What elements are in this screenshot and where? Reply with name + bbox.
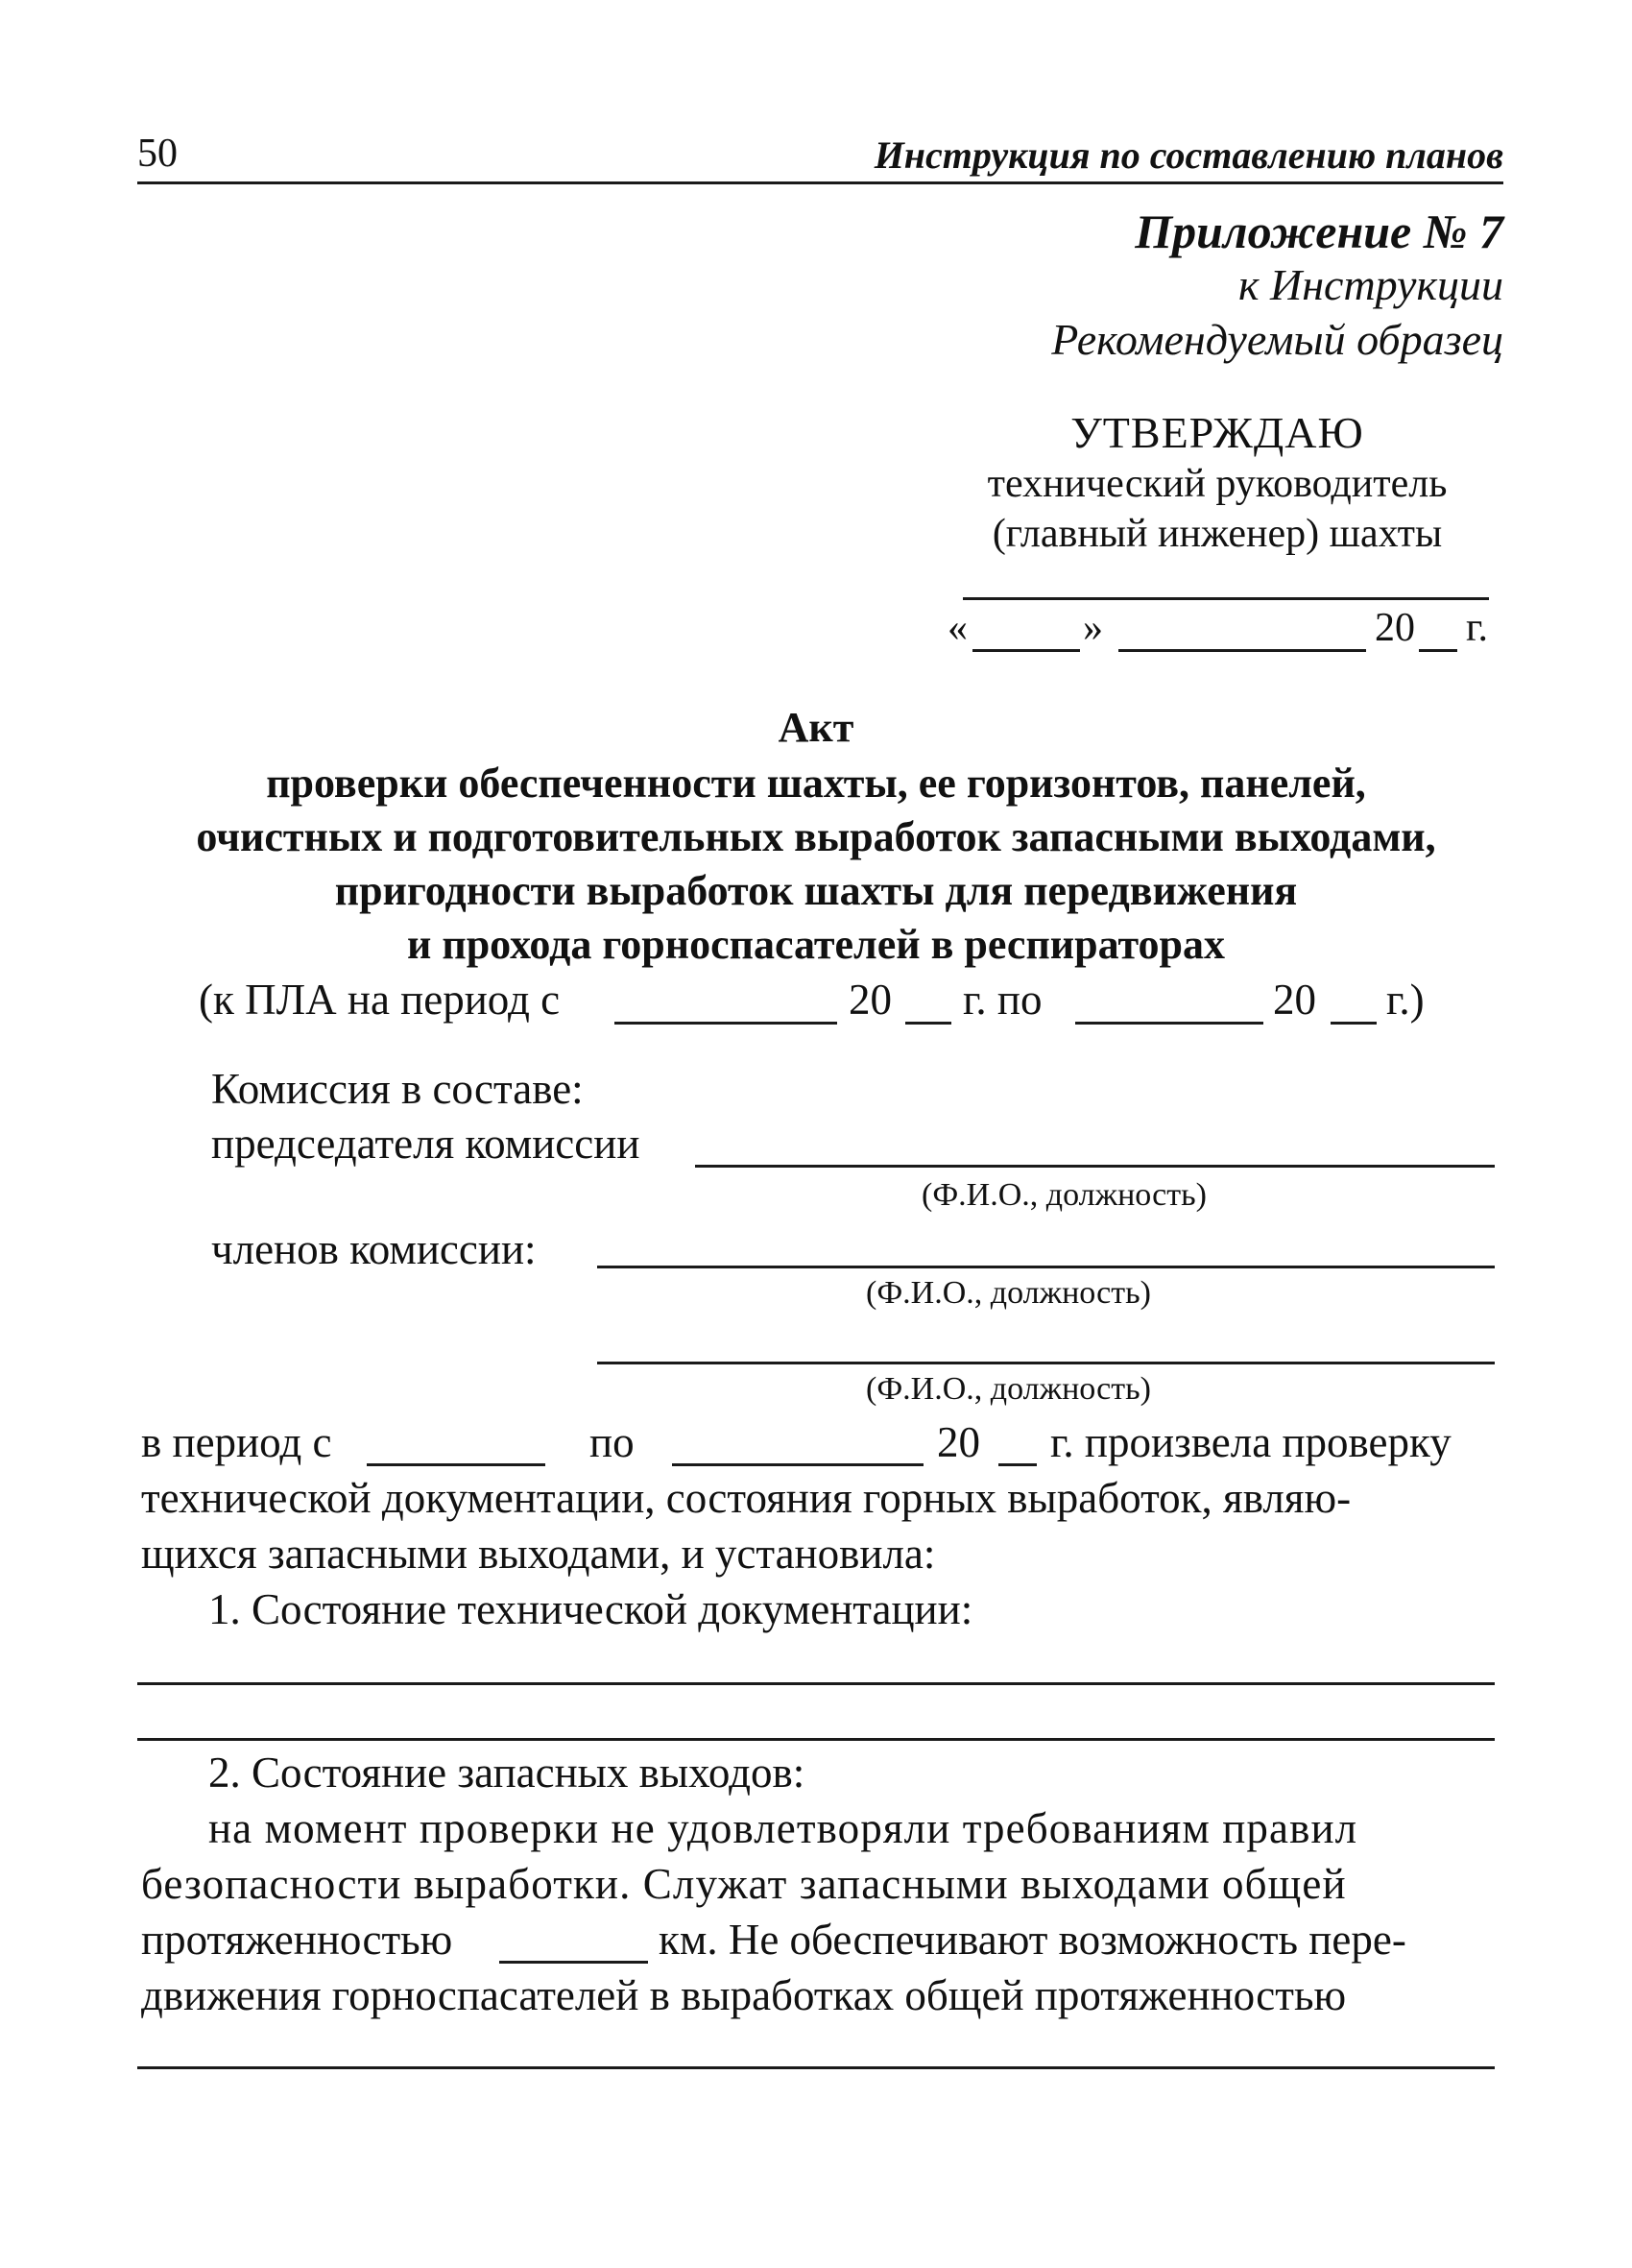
member1-caption: (Ф.И.О., должность)	[866, 1275, 1151, 1311]
act-period-start-blank	[614, 1022, 837, 1025]
act-title-line: проверки обеспеченности шахты, ее горизонтов, панелей,	[266, 760, 1366, 807]
members-label: членов комиссии:	[211, 1225, 537, 1273]
appendix-title: Приложение № 7	[1135, 205, 1503, 258]
approval-role-line1: технический руководитель	[987, 462, 1448, 506]
chairman-label: председателя комиссии	[211, 1120, 640, 1168]
check-line3: щихся запасными выходами, и установила:	[141, 1530, 936, 1578]
date-year-blank	[1419, 649, 1457, 652]
date-month-blank	[1118, 649, 1366, 652]
act-period-year1-blank	[905, 1022, 951, 1025]
member2-caption: (Ф.И.О., должность)	[866, 1371, 1151, 1407]
check-period-prefix: в период с	[141, 1418, 332, 1466]
act-title: Акт	[778, 704, 854, 751]
header-rule	[137, 181, 1503, 184]
page-number: 50	[137, 132, 178, 176]
check-period-year-blank	[998, 1463, 1037, 1466]
chairman-blank	[695, 1165, 1495, 1168]
approval-role-line2: (главный инженер) шахты	[992, 512, 1443, 556]
item2-blank	[137, 2066, 1495, 2069]
item2-para-line3a: протяженностью	[141, 1916, 453, 1964]
check-line2: технической документации, состояния горных выработок, являю-	[141, 1474, 1352, 1522]
date-close-quote: »	[1083, 606, 1103, 650]
item2-length-blank	[499, 1961, 648, 1964]
item2-para-line3b: км. Не обеспечивают возможность пере-	[659, 1916, 1406, 1964]
act-period-year2: 20	[1273, 976, 1316, 1024]
act-title-line: пригодности выработок шахты для передвижения	[334, 867, 1298, 914]
member1-blank	[597, 1266, 1495, 1268]
act-title-line: очистных и подготовительных выработок запасными выходами,	[196, 813, 1436, 860]
appendix-note: Рекомендуемый образец	[1051, 315, 1503, 364]
date-day-blank	[972, 649, 1080, 652]
check-period-start-blank	[367, 1463, 545, 1466]
check-period-year: 20	[937, 1418, 980, 1466]
commission-heading: Комиссия в составе:	[211, 1065, 584, 1113]
act-period-open: (к ПЛА на период с	[199, 976, 561, 1024]
act-period-end-blank	[1075, 1022, 1263, 1025]
check-period-suffix: г. произвела проверку	[1050, 1418, 1452, 1466]
item1-blank2	[137, 1738, 1495, 1741]
date-open-quote: «	[948, 606, 968, 650]
item2-para-line4: движения горноспасателей в выработках общей протяженностью	[141, 1971, 1347, 2019]
act-period-close: г.)	[1386, 976, 1425, 1024]
appendix-subtitle: к Инструкции	[1237, 260, 1503, 309]
item1-heading: 1. Состояние технической документации:	[208, 1585, 973, 1633]
approval-heading: УТВЕРЖДАЮ	[1070, 408, 1364, 457]
item2-para-line2: безопасности выработки. Служат запасными выходами общей	[141, 1860, 1347, 1908]
item2-para-line1: на момент проверки не удовлетворяли требованиям правил	[208, 1804, 1358, 1852]
running-title: Инструкция по составлению планов	[874, 133, 1503, 177]
date-year-prefix: 20	[1375, 606, 1415, 650]
item2-heading: 2. Состояние запасных выходов:	[208, 1749, 805, 1797]
act-period-g-po: г. по	[963, 976, 1043, 1024]
act-period-year2-blank	[1331, 1022, 1377, 1025]
member2-blank	[597, 1362, 1495, 1364]
signature-line	[963, 597, 1489, 600]
check-period-po: по	[589, 1418, 635, 1466]
chairman-caption: (Ф.И.О., должность)	[922, 1177, 1207, 1213]
item1-blank1	[137, 1682, 1495, 1685]
act-period-year1: 20	[849, 976, 892, 1024]
act-title-line: и прохода горноспасателей в респираторах	[407, 921, 1225, 968]
date-year-suffix: г.	[1466, 606, 1488, 650]
check-period-end-blank	[672, 1463, 924, 1466]
